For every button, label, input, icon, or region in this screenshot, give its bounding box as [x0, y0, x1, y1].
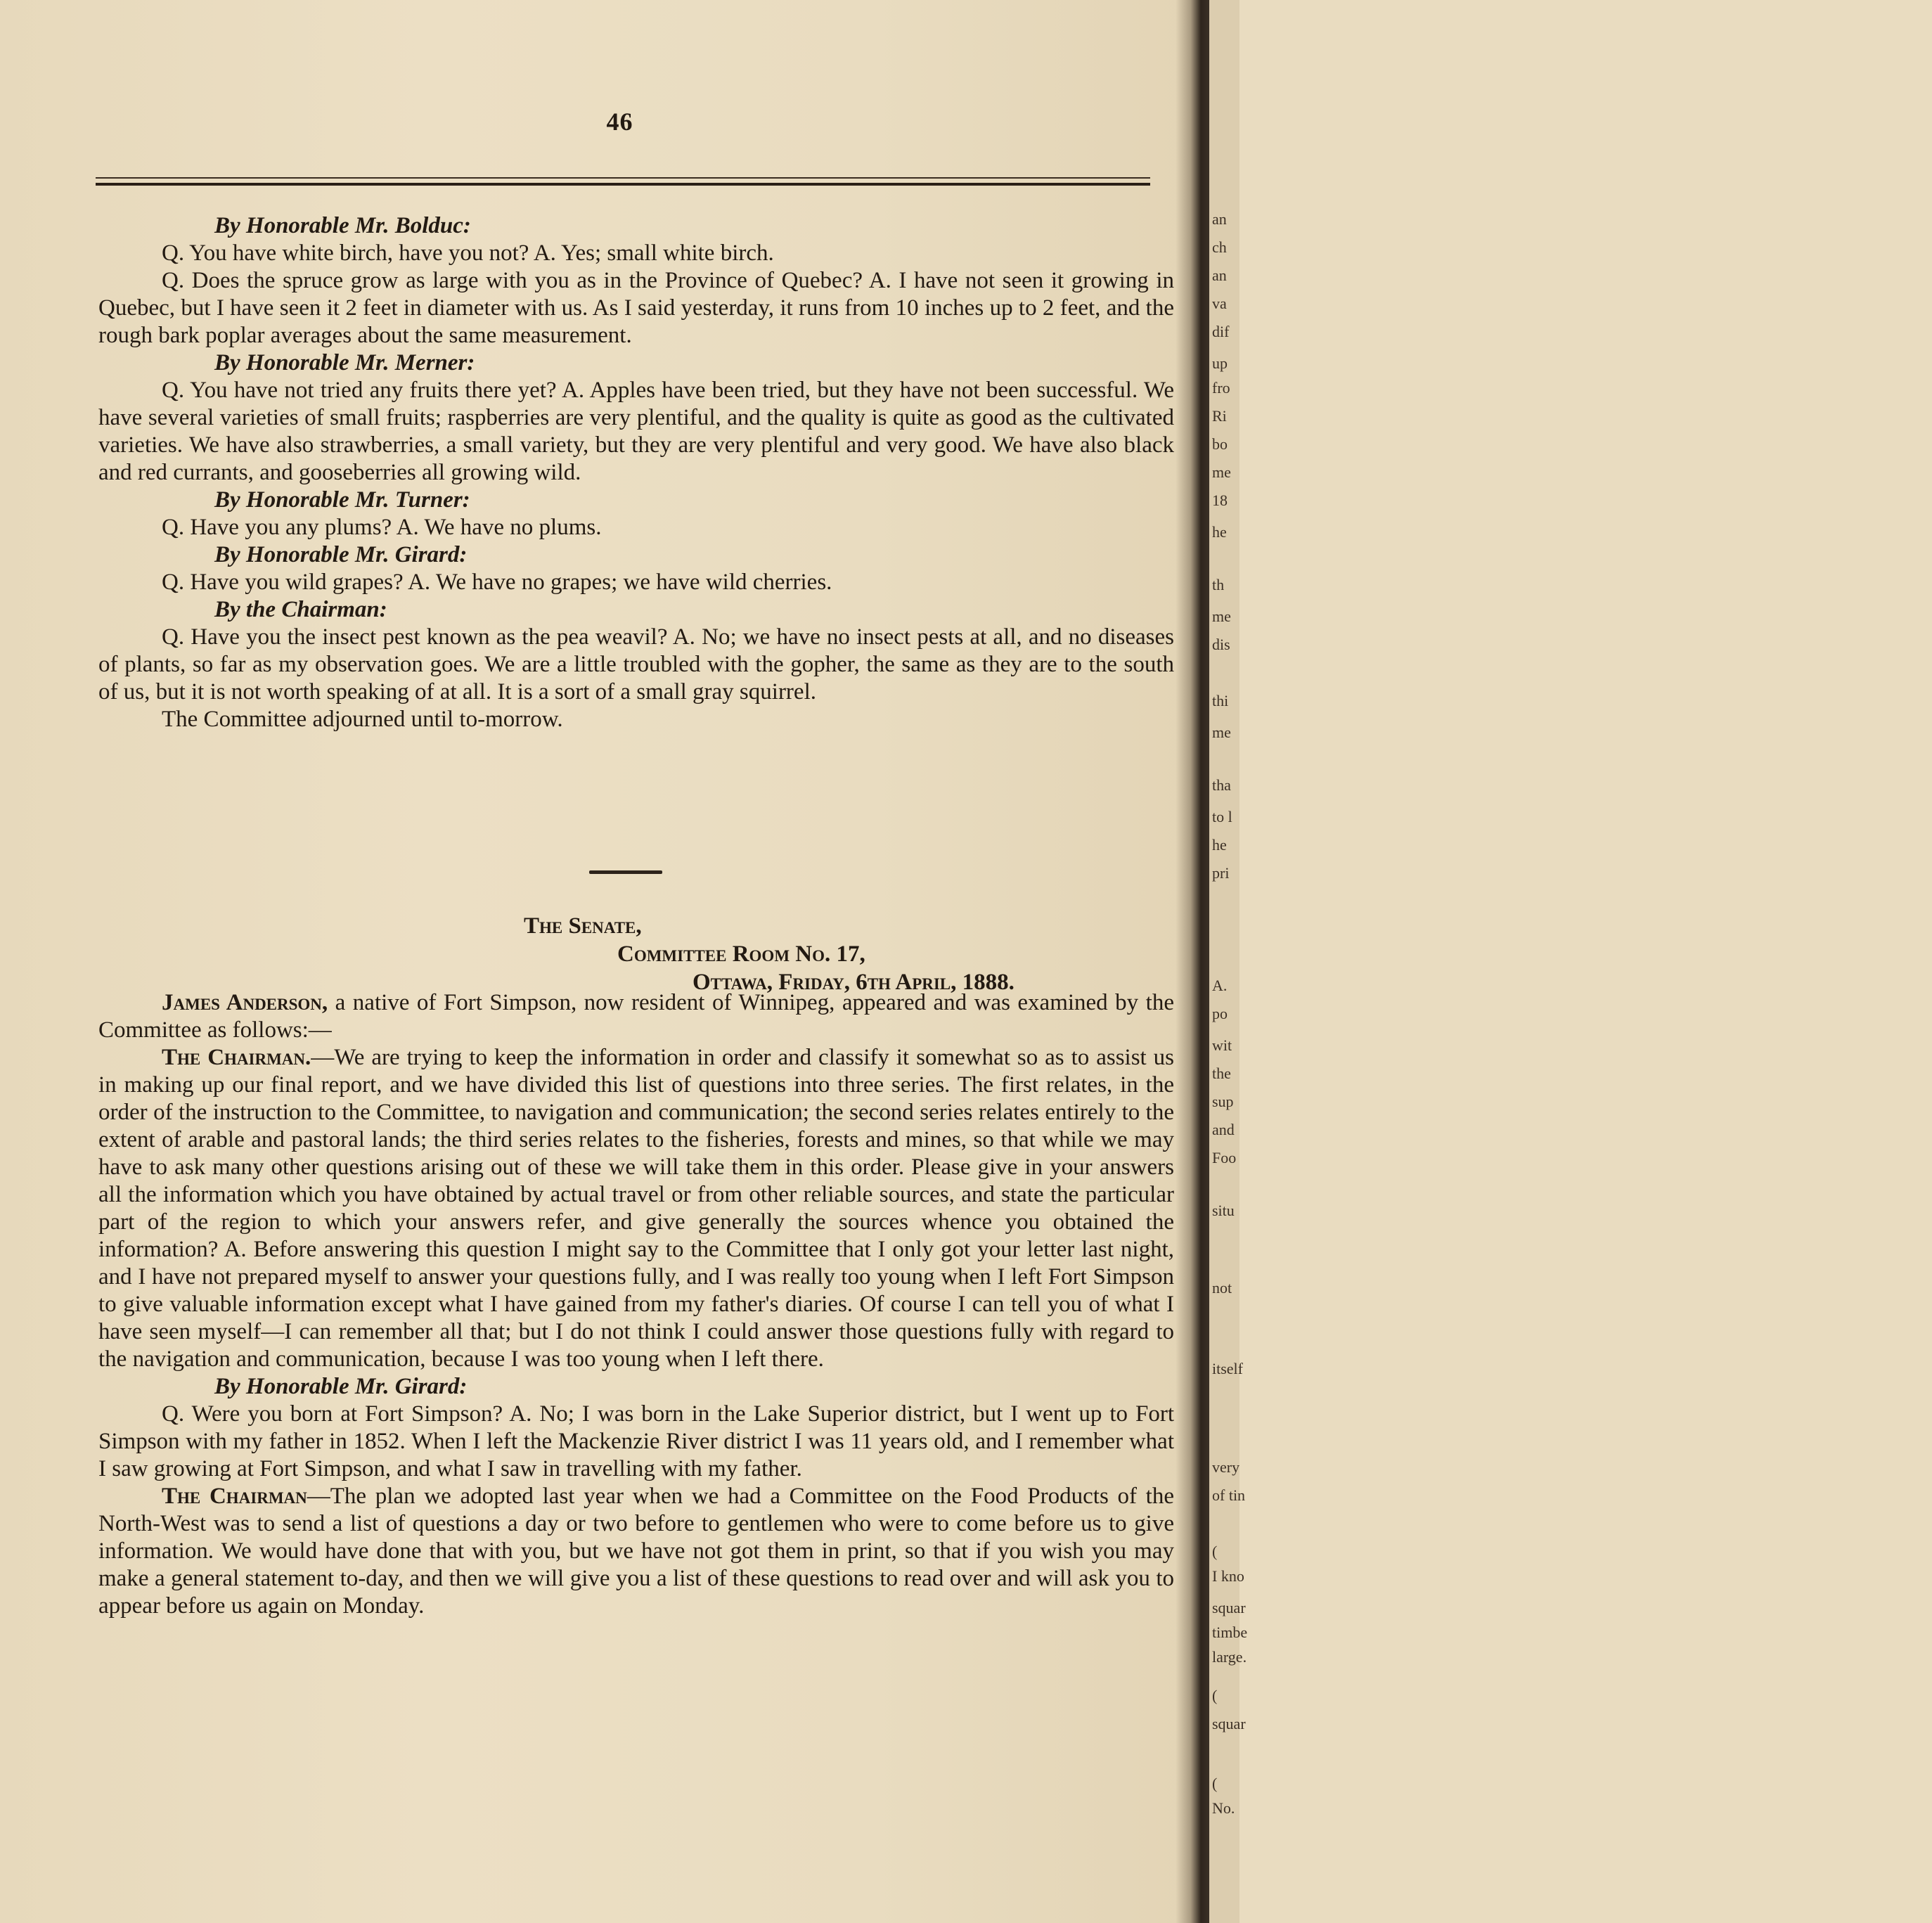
- examiner-heading: By Honorable Mr. Merner:: [214, 350, 475, 375]
- adjacent-page-fragment: pri: [1212, 864, 1230, 882]
- question-answer: Q. Have you any plums? A. We have no plums.: [162, 515, 602, 540]
- adjacent-page-fragment: me: [1212, 723, 1231, 741]
- witness-name: James Anderson,: [162, 990, 328, 1015]
- adjournment-note: The Committee adjourned until to-morrow.: [162, 707, 563, 732]
- adjacent-page-fragment: sup: [1212, 1093, 1234, 1110]
- page-number: 46: [606, 108, 633, 136]
- adjacent-page-fragment: tha: [1212, 776, 1231, 794]
- question-answer: Q. Were you born at Fort Simpson? A. No; I was born in the Lake Superior district, but I went up to Fort Simpson with my father in 1852. When I left the Mackenzie River district I was 11 years old, and I remember what I saw growing at Fort Simpson, and what I saw in travelling with my father.: [98, 1401, 1174, 1481]
- adjacent-page-fragment: Ri: [1212, 407, 1227, 425]
- question-answer: Q. You have white birch, have you not? A. Yes; small white birch.: [162, 240, 774, 266]
- adjacent-page-fragment: an: [1212, 210, 1227, 228]
- testimony-section-2: [98, 989, 1174, 1620]
- adjacent-page-fragment: and: [1212, 1121, 1235, 1138]
- adjacent-page-fragment: he: [1212, 836, 1227, 854]
- adjacent-page-fragment: he: [1212, 523, 1227, 541]
- chairman-statement-text: —The plan we adopted last year when we had a Committee on the Food Products of the North-West was to send a list of questions a day or two before to gentlemen who were to come before us to give information. We would have done that with you, but we have not got them in print, so that if you wish you may make a general statement to-day, and then we will give you a list of these questions to read over and will ask you to appear before us again on Monday.: [98, 1484, 1174, 1619]
- adjacent-page-fragment: No.: [1212, 1799, 1235, 1817]
- adjacent-page-fragment: squar: [1212, 1599, 1246, 1616]
- header-double-rule: [96, 177, 1150, 186]
- examiner-heading: By Honorable Mr. Turner:: [214, 487, 470, 513]
- adjacent-page-fragment: 18: [1212, 491, 1228, 509]
- adjacent-page-fragment: very: [1212, 1458, 1240, 1476]
- dateline-date-text: Ottawa, Friday, 6th April, 1888.: [693, 970, 1015, 995]
- adjacent-page-fragment: the: [1212, 1065, 1231, 1082]
- adjacent-page-fragment: me: [1212, 463, 1231, 481]
- speaker-name: The Chairman: [162, 1484, 307, 1509]
- adjacent-page-fragment: up: [1212, 354, 1228, 372]
- chairman-statement: [98, 1483, 1174, 1620]
- adjacent-page-fragment: (: [1212, 1687, 1218, 1704]
- adjacent-page-fragment: I kno: [1212, 1567, 1244, 1585]
- chairman-statement-text: —We are trying to keep the information in order and classify it somewhat so as to assist us in making up our final report, and we have divided this list of questions into three series. The first relates, in the order of the instruction to the Committee, to navigation and communication; the second series relates entirely to the extent of arable and pastoral lands; the third series relates to the fisheries, forests and mines, so that while we may have to ask many other questions arising out of these we will take them in this order. Please give in your answers all the information which you have obtained by actual travel or from other reliable sources, and state the particular part of the region to which your answers refer, and give generally the sources whence you obtained the information? A. Before answering this question I might say to the Committee that I only got your letter last night, and I have not prepared myself to answer your questions fully, and I was really too young when I left Fort Simpson to give valuable information except what I have gained from my father's diaries. Of course I can tell you of what I have seen myself—I can remember all that; but I do not think I could answer those questions fully with regard to the navigation and communication, because I was too young when I left there.: [98, 1045, 1175, 1372]
- adjacent-page-fragment: wit: [1212, 1036, 1232, 1054]
- speaker-name: The Chairman.: [162, 1045, 311, 1070]
- dateline: [0, 912, 1239, 996]
- testimony-section-1: [98, 212, 1174, 733]
- adjacent-page-fragment: to l: [1212, 808, 1232, 825]
- question-answer: Q. Does the spruce grow as large with you as in the Province of Quebec? A. I have not seen it growing in Quebec, but I have seen it 2 feet in diameter with us. As I said yesterday, it runs from 10 inches up to 2 feet, and the rough bark poplar averages about the same measurement.: [98, 268, 1174, 348]
- adjacent-page-fragment: an: [1212, 266, 1227, 284]
- question-answer: Q. Have you wild grapes? A. We have no grapes; we have wild cherries.: [162, 570, 832, 595]
- examiner-heading: By the Chairman:: [214, 597, 387, 622]
- adjacent-page-fragment: (: [1212, 1543, 1218, 1560]
- examiner-heading: By Honorable Mr. Girard:: [214, 1374, 468, 1399]
- question-answer: Q. Have you the insect pest known as the pea weavil? A. No; we have no insect pests at all, and no diseases of plants, so far as my observation goes. We are a little troubled with the gopher, the same as they are to the south of us, but it is not worth speaking of at all. It is a sort of a small gray squirrel.: [98, 624, 1174, 705]
- adjacent-page-fragment: Foo: [1212, 1149, 1237, 1166]
- binding-gutter-shadow: [1176, 0, 1209, 1923]
- adjacent-page-fragment: va: [1212, 295, 1227, 312]
- adjacent-page-fragment: large.: [1212, 1648, 1247, 1666]
- adjacent-page-fragment: A.: [1212, 977, 1228, 994]
- adjacent-page-fragment: fro: [1212, 379, 1230, 397]
- adjacent-page-fragment: (: [1212, 1775, 1218, 1792]
- adjacent-page-fragment: squar: [1212, 1715, 1246, 1732]
- adjacent-page-fragment: po: [1212, 1005, 1228, 1022]
- adjacent-page-fragment: th: [1212, 576, 1225, 593]
- adjacent-page-fragment: of tin: [1212, 1486, 1246, 1504]
- adjacent-page-fragment: situ: [1212, 1202, 1235, 1219]
- chairman-statement: [98, 1044, 1174, 1373]
- adjacent-page-fragment: dif: [1212, 323, 1230, 340]
- witness-intro-text: a native of Fort Simpson, now resident of Winnipeg, appeared and was examined by the Committee as follows:—: [98, 990, 1174, 1043]
- dateline-senate: The Senate,: [524, 913, 642, 939]
- examiner-heading: By Honorable Mr. Girard:: [214, 542, 468, 567]
- question-answer: Q. You have not tried any fruits there yet? A. Apples have been tried, but they have not been successful. We have several varieties of small fruits; raspberries are very plentiful, and the quality is quite as good as the cultivated varieties. We have also strawberries, a small variety, but they are very plentiful and very good. We have also black and red currants, and gooseberries all growing wild.: [98, 378, 1174, 485]
- witness-intro: [98, 989, 1174, 1044]
- adjacent-page-fragment: bo: [1212, 435, 1228, 453]
- section-separator: [589, 870, 662, 874]
- adjacent-page-fragment: thi: [1212, 692, 1229, 709]
- adjacent-page-fragment: itself: [1212, 1360, 1243, 1377]
- dateline-room-text: Committee Room No. 17,: [617, 941, 865, 967]
- adjacent-page-fragment: me: [1212, 607, 1231, 625]
- adjacent-page-fragment: timbe: [1212, 1623, 1248, 1641]
- examiner-heading: By Honorable Mr. Bolduc:: [214, 213, 471, 238]
- adjacent-page-edge: [1209, 0, 1248, 1923]
- adjacent-page-fragment: ch: [1212, 238, 1227, 256]
- adjacent-page-fragment: not: [1212, 1279, 1232, 1297]
- adjacent-page-fragment: dis: [1212, 636, 1230, 653]
